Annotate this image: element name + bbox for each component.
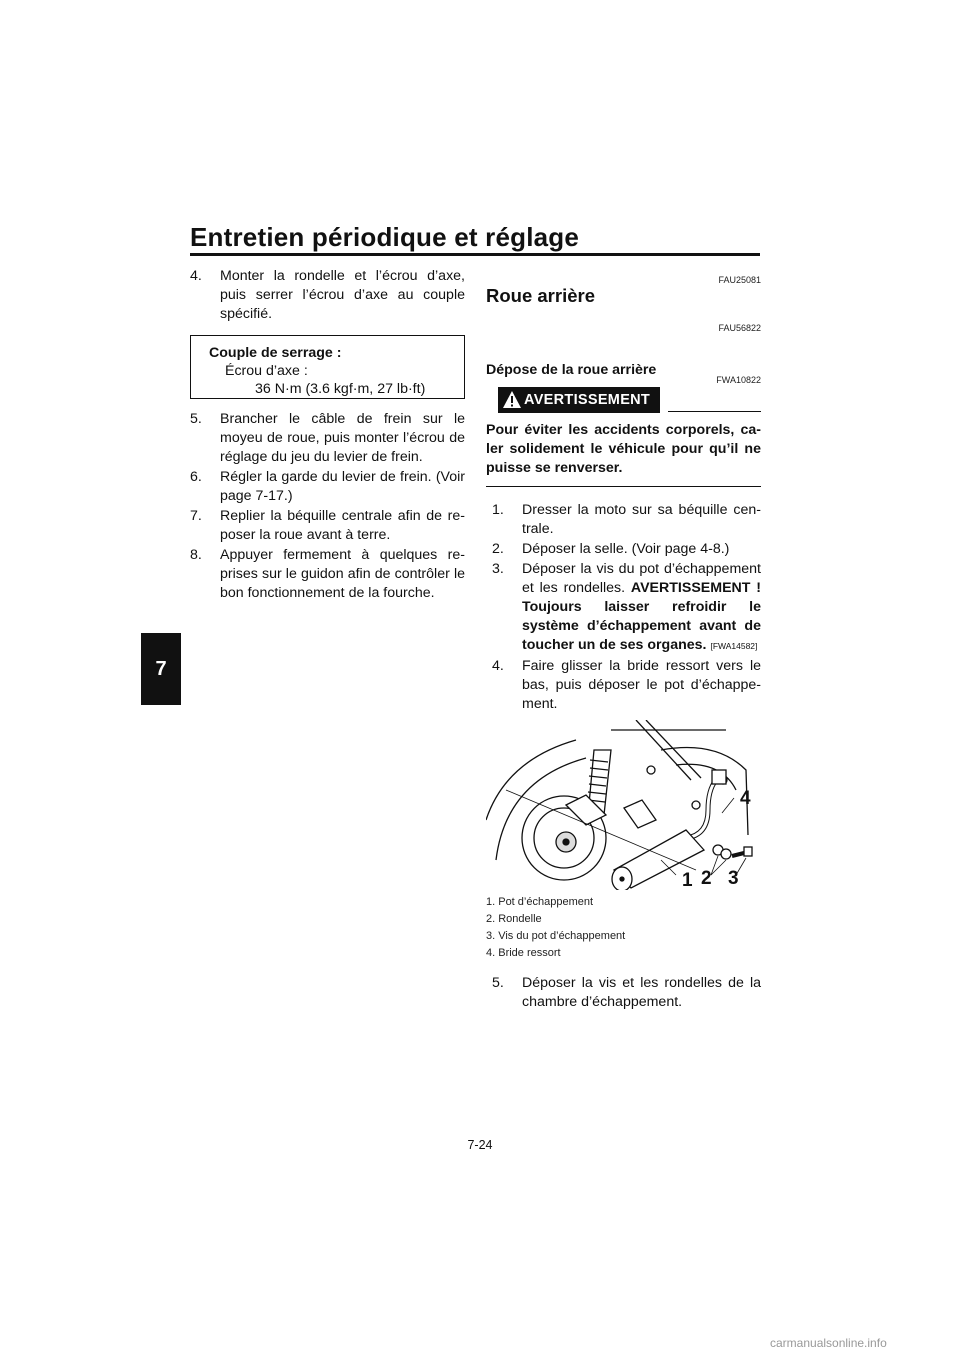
callout-2: 2 bbox=[701, 868, 712, 889]
left-column bbox=[190, 267, 465, 604]
step-warning: AVERTISSEMENT ! Toujours laisser refroidir le système d’échappement avant de toucher un de ses organes. bbox=[522, 580, 761, 653]
step-5 bbox=[190, 410, 465, 467]
header-rule bbox=[190, 253, 760, 256]
page-number: 7-24 bbox=[467, 1138, 493, 1152]
legend-item: 4. Bride ressort bbox=[486, 947, 561, 959]
step-text: Déposer la vis du pot d’échappement et les rondelles. bbox=[522, 561, 761, 596]
legend-item: 3. Vis du pot d’échappement bbox=[486, 930, 626, 942]
removal-steps bbox=[486, 501, 761, 714]
doc-code: FAU25081 bbox=[718, 275, 761, 285]
warning-rule bbox=[668, 411, 761, 412]
step-text: Déposer la vis et les rondelles de la chambre d’échappement. bbox=[522, 975, 761, 1010]
step-number: 6. bbox=[190, 469, 202, 485]
warning-banner bbox=[486, 387, 761, 413]
step-text: Régler la garde du levier de frein. (Voir page 7-17.) bbox=[220, 469, 465, 504]
figure-legend bbox=[486, 894, 761, 962]
step-4-right bbox=[492, 657, 761, 714]
step-text: Monter la rondelle et l’écrou d’axe, puis serrer l’écrou d’axe au couple spécifié. bbox=[220, 268, 465, 322]
callout-4: 4 bbox=[740, 788, 751, 809]
step-number: 1. bbox=[492, 502, 504, 518]
warning-label-text: AVERTISSEMENT bbox=[524, 392, 651, 408]
watermark: carmanualsonline.info bbox=[770, 1336, 887, 1350]
spec-title: Couple de serrage : bbox=[209, 345, 342, 361]
section-title: Roue arrière bbox=[486, 285, 595, 306]
step-2 bbox=[492, 540, 761, 559]
step-number: 5. bbox=[190, 411, 202, 427]
sub-title: Dépose de la roue arrière bbox=[486, 362, 657, 378]
step-text: Appuyer fermement à quelques re-prises sur le guidon afin de contrôler le bon fonctionnement de la fourche. bbox=[220, 547, 465, 601]
step-number: 8. bbox=[190, 547, 202, 563]
step-number: 4. bbox=[492, 658, 504, 674]
step-5-right bbox=[492, 974, 761, 1012]
step-6 bbox=[190, 468, 465, 506]
spec-value: 36 N·m (3.6 kgf·m, 27 lb·ft) bbox=[255, 381, 426, 397]
step-text: Déposer la selle. (Voir page 4-8.) bbox=[522, 541, 730, 557]
step-7 bbox=[190, 507, 465, 545]
muffler-illustration bbox=[486, 720, 761, 890]
step-text: Brancher le câble de frein sur le moyeu de roue, puis monter l’écrou de réglage du jeu du levier de frein. bbox=[220, 411, 465, 465]
page-title: Entretien périodique et réglage bbox=[190, 222, 580, 252]
step-number: 5. bbox=[492, 975, 504, 991]
warning-triangle-icon bbox=[502, 390, 522, 410]
legend-item: 2. Rondelle bbox=[486, 913, 542, 925]
right-column bbox=[486, 267, 761, 1013]
callout-3: 3 bbox=[728, 868, 739, 889]
warning-label bbox=[498, 387, 660, 413]
spec-item: Écrou d’axe : bbox=[225, 363, 308, 379]
step-number: 2. bbox=[492, 541, 504, 557]
step-text: Faire glisser la bride ressort vers le bas, puis déposer le pot d’échappe-ment. bbox=[522, 658, 761, 712]
torque-spec-box bbox=[190, 335, 465, 399]
step-number: 4. bbox=[190, 268, 202, 284]
step-3 bbox=[492, 560, 761, 656]
step-warning-code: [FWA14582] bbox=[710, 641, 758, 651]
callout-1: 1 bbox=[682, 870, 693, 891]
step-number: 7. bbox=[190, 508, 202, 524]
step-1 bbox=[492, 501, 761, 539]
step-number: 3. bbox=[492, 561, 504, 577]
step-text: Replier la béquille centrale afin de re-poser la roue avant à terre. bbox=[220, 508, 465, 543]
doc-code: FWA10822 bbox=[716, 375, 761, 385]
chapter-tab: 7 bbox=[141, 633, 181, 705]
doc-code: FAU56822 bbox=[718, 323, 761, 333]
step-8 bbox=[190, 546, 465, 603]
step-4 bbox=[190, 267, 465, 324]
step-text: Dresser la moto sur sa béquille cen-trale. bbox=[522, 502, 761, 537]
muffler-drawing bbox=[486, 720, 761, 890]
legend-item: 1. Pot d’échappement bbox=[486, 896, 594, 908]
warning-text: Pour éviter les accidents corporels, ca-ler solidement le véhicule pour qu’il ne puisse se renverser. bbox=[486, 421, 761, 487]
